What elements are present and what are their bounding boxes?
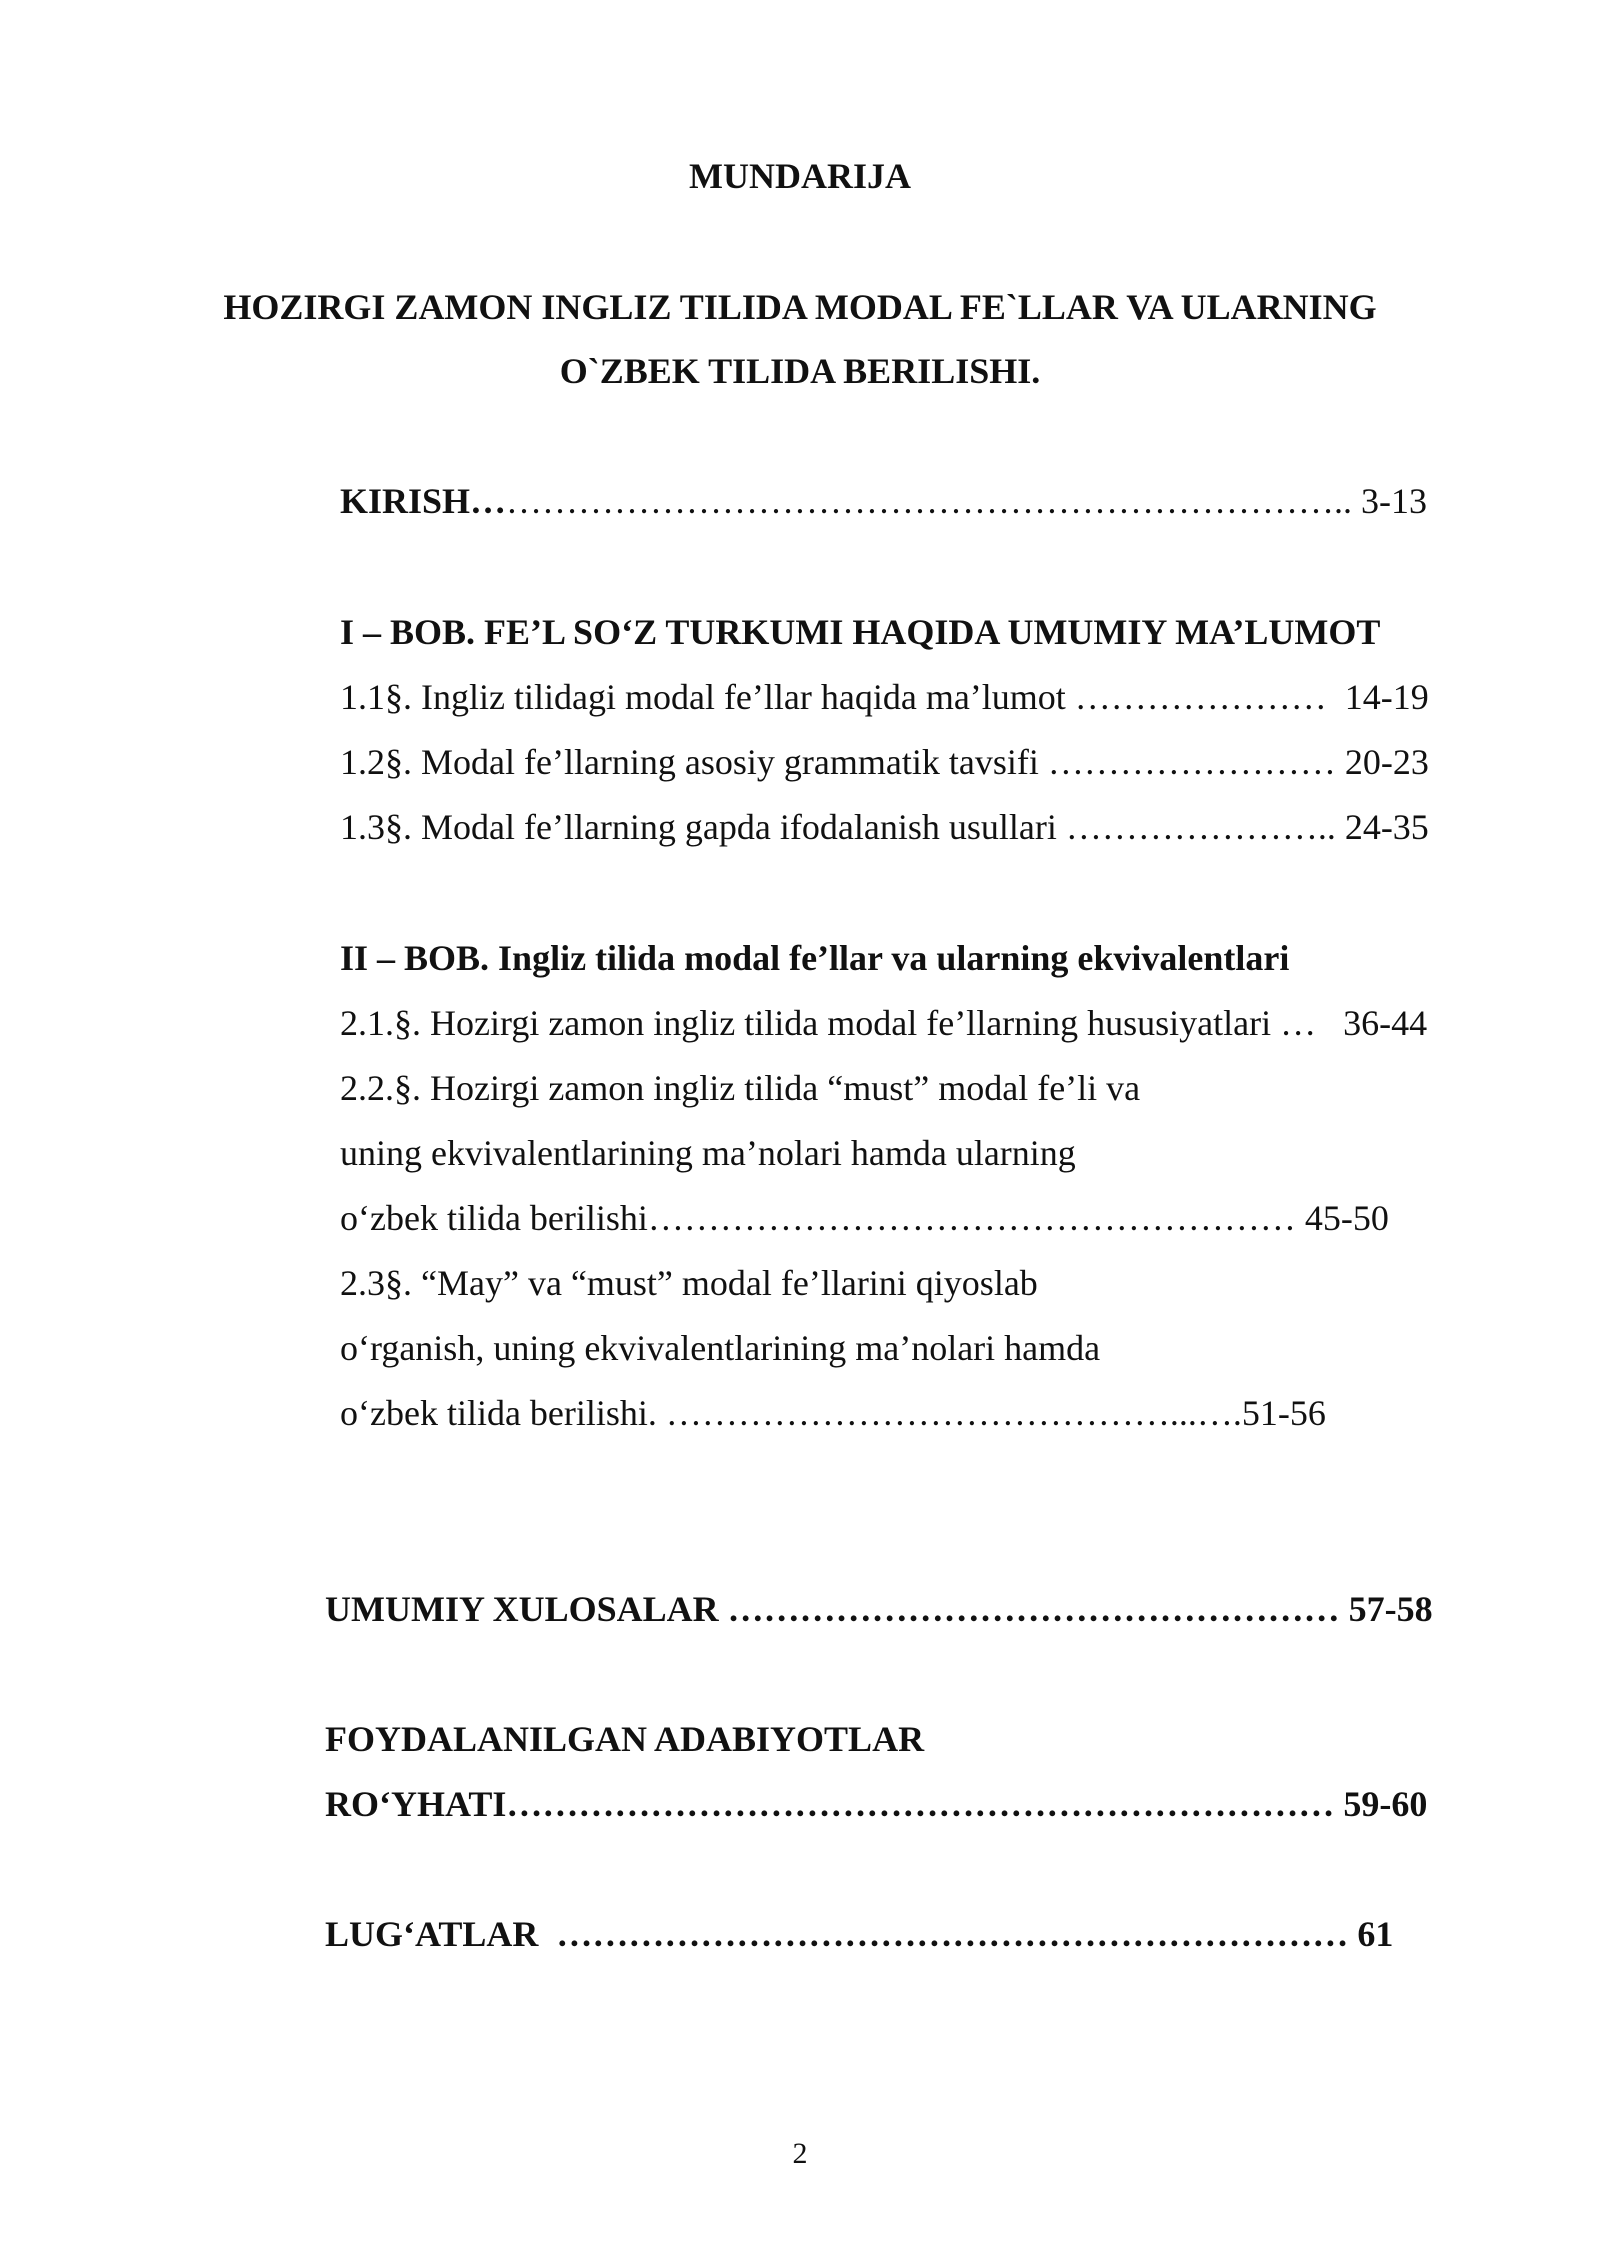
toc-entry-2-3-line-3: o‘zbek tilida berilishi. ……………………………………...….51-56 [340, 1393, 1326, 1433]
toc-entry-2-2-line-2: uning ekvivalentlarining ma’nolari hamda ularning [340, 1133, 1076, 1173]
page-number: 2 [792, 2137, 808, 2170]
toc-title: MUNDARIJA [689, 156, 911, 196]
toc-entry-intro [340, 479, 1427, 523]
toc-entry-2-2-line-1: 2.2.§. Hozirgi zamon ingliz tilida “must” modal fe’li va [340, 1068, 1141, 1108]
toc-entry-conclusions: UMUMIY XULOSALAR …………………………………………… 57-58 [325, 1589, 1433, 1629]
main-title-line-2: O`ZBEK TILIDA BERILISHI. [559, 351, 1041, 391]
toc-entry-2-3-line-2: o‘rganish, uning ekvivalentlarining ma’nolari hamda [340, 1328, 1101, 1368]
toc-entry-1-1: 1.1§. Ingliz tilidagi modal fe’llar haqida ma’lumot ………………… 14-19 [340, 677, 1429, 717]
main-title-line-1: HOZIRGI ZAMON INGLIZ TILIDA MODAL FE`LLAR VA ULARNING [223, 287, 1377, 327]
toc-entry-references-line-2: RO‘YHATI…………………………………………………………… 59-60 [325, 1784, 1428, 1824]
intro-label: KIRISH… [340, 481, 507, 521]
toc-entry-2-2-line-3: o‘zbek tilida berilishi……………………………………………… 45-50 [340, 1198, 1389, 1238]
toc-entry-1-3: 1.3§. Modal fe’llarning gapda ifodalanish usullari ………………….. 24-35 [340, 807, 1429, 847]
intro-dots-pages: …………………………………………………………….. 3-13 [506, 481, 1428, 521]
chapter-1-heading: I – BOB. FE’L SO‘Z TURKUMI HAQIDA UMUMIY MA’LUMOT [340, 612, 1381, 652]
toc-entry-dictionaries: LUG‘ATLAR ………………………………………………………… 61 [325, 1914, 1394, 1954]
toc-entry-2-1: 2.1.§. Hozirgi zamon ingliz tilida modal fe’llarning hususiyatlari … 36-44 [340, 1003, 1428, 1043]
toc-entry-2-3-line-1: 2.3§. “May” va “must” modal fe’llarini qiyoslab [340, 1263, 1038, 1303]
chapter-2-heading: II – BOB. Ingliz tilida modal fe’llar va ularning ekvivalentlari [340, 938, 1290, 978]
toc-entry-references-line-1: FOYDALANILGAN ADABIYOTLAR [325, 1719, 925, 1759]
toc-entry-1-2: 1.2§. Modal fe’llarning asosiy grammatik tavsifi …………………… 20-23 [340, 742, 1429, 782]
